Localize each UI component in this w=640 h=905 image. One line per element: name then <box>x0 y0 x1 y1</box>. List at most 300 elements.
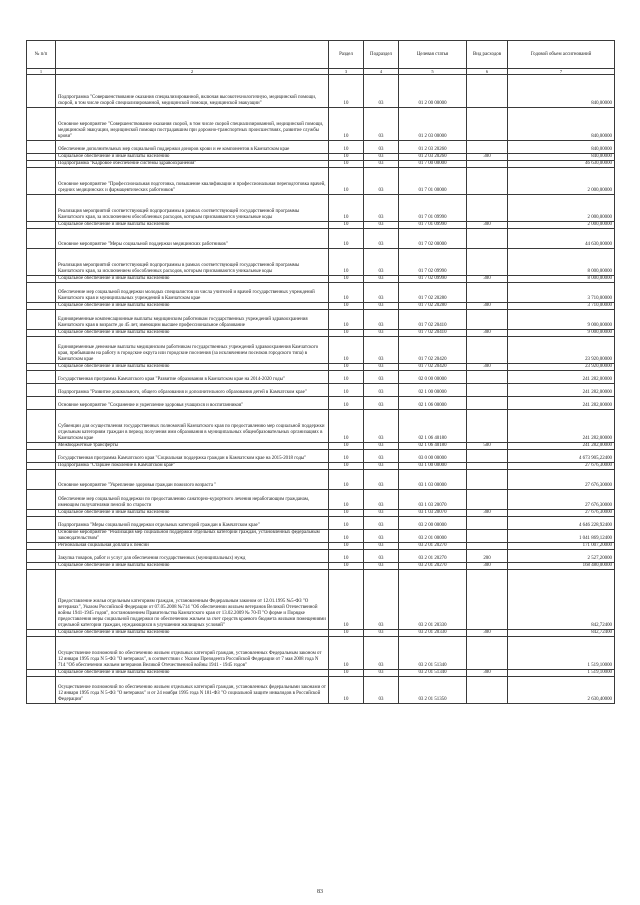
row-amount-cell: 840,00000 <box>508 75 615 108</box>
row-podrazdel-cell: 03 <box>364 630 399 637</box>
row-podrazdel-cell: 03 <box>364 276 399 283</box>
row-target-article-cell: 01 2 00 00000 <box>399 75 467 108</box>
row-target-article-cell: 03 2 01 51340 <box>399 670 467 677</box>
row-podrazdel-cell: 03 <box>364 530 399 543</box>
row-name-cell: Обеспечение дополнительных мер социальной поддержки доноров крови и ее компонентов в Камчатском крае <box>56 141 329 154</box>
table-row <box>27 283 615 303</box>
row-amount-cell: 9 000,00000 <box>508 310 615 330</box>
row-expense-type-cell <box>467 108 508 141</box>
row-number-cell <box>27 630 56 637</box>
row-razdel-cell: 10 <box>329 229 364 249</box>
row-name-cell: Подпрограмма "Меры социальной поддержки отдельных категорий граждан в Камчатском крае" <box>56 517 329 530</box>
row-target-article-cell: 01 7 02 00000 <box>399 229 467 249</box>
header-podrazdel: Подраздел <box>364 41 399 69</box>
row-podrazdel-cell: 03 <box>364 310 399 330</box>
row-target-article-cell: 01 7 02 20420 <box>399 337 467 364</box>
row-razdel-cell: 10 <box>329 303 364 310</box>
row-target-article-cell: 01 2 03 20260 <box>399 141 467 154</box>
row-expense-type-cell <box>467 371 508 384</box>
row-target-article-cell: 01 7 02 20420 <box>399 364 467 371</box>
row-podrazdel-cell: 03 <box>364 550 399 563</box>
row-expense-type-cell: 300 <box>467 630 508 637</box>
row-expense-type-cell <box>467 310 508 330</box>
row-razdel-cell: 10 <box>329 677 364 704</box>
row-podrazdel-cell: 03 <box>364 410 399 443</box>
row-amount-cell: 2 527,20000 <box>508 550 615 563</box>
row-razdel-cell: 10 <box>329 330 364 337</box>
row-expense-type-cell: 300 <box>467 330 508 337</box>
row-podrazdel-cell: 03 <box>364 364 399 371</box>
row-target-article-cell: 01 7 01 09990 <box>399 195 467 222</box>
table-row <box>27 276 615 283</box>
row-amount-cell: 171 007,20000 <box>508 543 615 550</box>
table-row <box>27 75 615 108</box>
row-number-cell <box>27 470 56 490</box>
row-number-cell <box>27 222 56 229</box>
header-annual-amount: Годовой объем ассигнований <box>508 41 615 69</box>
column-index: 6 <box>467 69 508 75</box>
row-name-cell: Реализация мероприятий соответствующей подпрограммы в рамках соответствующей государственной программы Камчатского края, за исключением обособленных расходов, которым присваиваются уникальные коды <box>56 195 329 222</box>
row-target-article-cell: 03 2 01 20330 <box>399 630 467 637</box>
row-podrazdel-cell: 03 <box>364 510 399 517</box>
row-amount-cell: 840,00000 <box>508 154 615 161</box>
row-podrazdel-cell: 03 <box>364 283 399 303</box>
table-row <box>27 310 615 330</box>
row-amount-cell: 27 676,30000 <box>508 470 615 490</box>
row-target-article-cell: 03 2 00 00000 <box>399 517 467 530</box>
row-amount-cell: 2 000,00000 <box>508 168 615 195</box>
row-razdel-cell: 10 <box>329 249 364 276</box>
header-razdel: Раздел <box>329 41 364 69</box>
row-target-article-cell: 03 0 00 00000 <box>399 450 467 463</box>
row-podrazdel-cell: 03 <box>364 450 399 463</box>
row-name-cell: Единовременные компенсационные выплаты медицинским работникам государственных учреждений здравоохранения Камчатского края в возрасте до 45 лет, имеющим высшее профессиональное образование <box>56 310 329 330</box>
row-razdel-cell: 10 <box>329 397 364 410</box>
column-index: 4 <box>364 69 399 75</box>
column-index: 2 <box>56 69 329 75</box>
table-row <box>27 563 615 570</box>
row-expense-type-cell: 300 <box>467 510 508 517</box>
row-amount-cell: 27 676,30000 <box>508 510 615 517</box>
row-name-cell: Социальное обеспечение и иные выплаты населению <box>56 563 329 570</box>
row-name-cell: Основное мероприятие "Профессиональная подготовка, повышение квалификации и профессиональная переподготовка врачей, средних медицинских и фармацевтических работников" <box>56 168 329 195</box>
row-number-cell <box>27 570 56 630</box>
table-row <box>27 630 615 637</box>
row-podrazdel-cell: 03 <box>364 563 399 570</box>
row-expense-type-cell <box>467 141 508 154</box>
row-amount-cell: 842,72400 <box>508 570 615 630</box>
table-row <box>27 222 615 229</box>
row-number-cell <box>27 303 56 310</box>
row-name-cell: Основное мероприятие "Реализация мер социальной поддержки отдельных категорий граждан, установленных федеральным законодательством" <box>56 530 329 543</box>
row-name-cell: Государственная программа Камчатского края "Социальная поддержка граждан в Камчатском крае на 2015-2018 годы" <box>56 450 329 463</box>
table-row <box>27 371 615 384</box>
row-podrazdel-cell: 03 <box>364 371 399 384</box>
row-amount-cell: 2 000,00000 <box>508 222 615 229</box>
row-razdel-cell: 10 <box>329 410 364 443</box>
row-amount-cell: 168 480,00000 <box>508 563 615 570</box>
row-amount-cell: 1 519,10000 <box>508 670 615 677</box>
row-expense-type-cell: 300 <box>467 303 508 310</box>
row-razdel-cell: 10 <box>329 384 364 397</box>
table-row <box>27 161 615 168</box>
row-razdel-cell: 10 <box>329 276 364 283</box>
row-name-cell: Основное мероприятие "Укрепление здоровья граждан пожилого возраста " <box>56 470 329 490</box>
row-razdel-cell: 10 <box>329 543 364 550</box>
row-number-cell <box>27 249 56 276</box>
row-name-cell: Обеспечение мер социальной поддержки по предоставлению санаторно-курортного лечения неработающим гражданам, имеющим получателями пенсий по старости <box>56 490 329 510</box>
row-number-cell <box>27 410 56 443</box>
table-row <box>27 337 615 364</box>
row-expense-type-cell: 300 <box>467 670 508 677</box>
row-expense-type-cell: 300 <box>467 276 508 283</box>
row-target-article-cell: 03 2 01 20270 <box>399 563 467 570</box>
row-podrazdel-cell: 03 <box>364 670 399 677</box>
row-razdel-cell: 10 <box>329 222 364 229</box>
column-index: 7 <box>508 69 615 75</box>
table-row <box>27 670 615 677</box>
row-amount-cell: 23 920,00000 <box>508 364 615 371</box>
row-number-cell <box>27 154 56 161</box>
row-number-cell <box>27 530 56 543</box>
row-expense-type-cell <box>467 397 508 410</box>
row-name-cell: Обеспечение мер социальной поддержки молодых специалистов из числа учителей и врачей государственных учреждений Камчатского края и муниципальных учреждений в Камчатском крае <box>56 283 329 303</box>
row-target-article-cell: 02 1 06 40180 <box>399 410 467 443</box>
row-name-cell: Межбюджетные трансферты <box>56 443 329 450</box>
table-body <box>27 75 615 704</box>
row-number-cell <box>27 384 56 397</box>
row-podrazdel-cell: 03 <box>364 303 399 310</box>
row-amount-cell: 9 000,00000 <box>508 330 615 337</box>
row-razdel-cell: 10 <box>329 630 364 637</box>
table-row <box>27 384 615 397</box>
row-razdel-cell: 10 <box>329 517 364 530</box>
row-razdel-cell: 10 <box>329 195 364 222</box>
row-expense-type-cell: 300 <box>467 364 508 371</box>
row-expense-type-cell: 300 <box>467 563 508 570</box>
row-number-cell <box>27 517 56 530</box>
row-target-article-cell: 03 2 01 00000 <box>399 530 467 543</box>
row-number-cell <box>27 510 56 517</box>
row-amount-cell: 241 282,00000 <box>508 443 615 450</box>
row-number-cell <box>27 195 56 222</box>
row-podrazdel-cell: 03 <box>364 384 399 397</box>
row-podrazdel-cell: 03 <box>364 330 399 337</box>
row-number-cell <box>27 337 56 364</box>
row-podrazdel-cell: 03 <box>364 470 399 490</box>
header-number: № п/п <box>27 41 56 69</box>
row-expense-type-cell <box>467 161 508 168</box>
row-amount-cell: 8 000,00000 <box>508 276 615 283</box>
row-podrazdel-cell: 03 <box>364 463 399 470</box>
table-row <box>27 195 615 222</box>
table-row <box>27 443 615 450</box>
row-amount-cell: 2 000,00000 <box>508 195 615 222</box>
row-razdel-cell: 10 <box>329 283 364 303</box>
row-target-article-cell: 01 7 00 00000 <box>399 161 467 168</box>
table-row <box>27 108 615 141</box>
row-amount-cell: 840,00000 <box>508 141 615 154</box>
row-razdel-cell: 10 <box>329 364 364 371</box>
table-row <box>27 470 615 490</box>
row-amount-cell: 46 630,00000 <box>508 161 615 168</box>
row-target-article-cell: 02 1 00 00000 <box>399 384 467 397</box>
row-amount-cell: 8 000,00000 <box>508 249 615 276</box>
row-podrazdel-cell: 03 <box>364 195 399 222</box>
table-row <box>27 229 615 249</box>
row-razdel-cell: 10 <box>329 161 364 168</box>
row-razdel-cell: 10 <box>329 570 364 630</box>
row-target-article-cell: 01 7 02 20410 <box>399 330 467 337</box>
table-row <box>27 330 615 337</box>
table-row <box>27 410 615 443</box>
row-name-cell: Основное мероприятие "Меры социальной поддержки медицинских работников" <box>56 229 329 249</box>
row-amount-cell: 2 630,40000 <box>508 677 615 704</box>
row-amount-cell: 1 519,10000 <box>508 637 615 670</box>
table-row <box>27 450 615 463</box>
row-number-cell <box>27 108 56 141</box>
row-razdel-cell: 10 <box>329 75 364 108</box>
row-expense-type-cell <box>467 490 508 510</box>
row-target-article-cell: 01 7 02 09990 <box>399 249 467 276</box>
row-name-cell: Региональная социальная доплата к пенсии <box>56 543 329 550</box>
row-number-cell <box>27 371 56 384</box>
row-razdel-cell: 10 <box>329 443 364 450</box>
row-target-article-cell: 01 2 03 00000 <box>399 108 467 141</box>
row-expense-type-cell: 500 <box>467 443 508 450</box>
row-target-article-cell: 01 7 02 09990 <box>399 276 467 283</box>
row-amount-cell: 241 282,00000 <box>508 397 615 410</box>
table-row <box>27 168 615 195</box>
row-target-article-cell: 01 7 02 20410 <box>399 310 467 330</box>
row-podrazdel-cell: 03 <box>364 543 399 550</box>
row-amount-cell: 3 710,00000 <box>508 303 615 310</box>
row-name-cell: Подпрограмма "Кадровое обеспечение системы здравоохранения" <box>56 161 329 168</box>
column-index: 3 <box>329 69 364 75</box>
row-name-cell: Подпрограмма "Развитие дошкольного, общего образования и дополнительного образования детей в Камчатском крае" <box>56 384 329 397</box>
row-expense-type-cell <box>467 470 508 490</box>
row-number-cell <box>27 276 56 283</box>
row-amount-cell: 4 646 228,92400 <box>508 517 615 530</box>
row-expense-type-cell <box>467 463 508 470</box>
row-number-cell <box>27 75 56 108</box>
row-expense-type-cell <box>467 410 508 443</box>
page-number: 83 <box>317 889 323 895</box>
row-amount-cell: 1 041 869,12400 <box>508 530 615 543</box>
row-name-cell: Социальное обеспечение и иные выплаты населению <box>56 630 329 637</box>
row-number-cell <box>27 364 56 371</box>
row-name-cell: Социальное обеспечение и иные выплаты населению <box>56 670 329 677</box>
row-amount-cell: 241 282,00000 <box>508 384 615 397</box>
table-row <box>27 141 615 154</box>
row-name-cell: Социальное обеспечение и иные выплаты населению <box>56 364 329 371</box>
row-podrazdel-cell: 03 <box>364 637 399 670</box>
row-podrazdel-cell: 03 <box>364 141 399 154</box>
table-header-row <box>27 41 615 69</box>
row-target-article-cell: 03 2 01 51350 <box>399 677 467 704</box>
row-target-article-cell: 03 1 03 20070 <box>399 510 467 517</box>
row-target-article-cell: 03 1 00 00000 <box>399 463 467 470</box>
row-podrazdel-cell: 03 <box>364 222 399 229</box>
row-podrazdel-cell: 03 <box>364 249 399 276</box>
row-name-cell: Субвенции для осуществления государственных полномочий Камчатского края по предоставлению мер социальной поддержки отдельным категориям граждан в период получения ими образования в муниципальных общеобразовательных организациях в Камчатском крае <box>56 410 329 443</box>
row-target-article-cell: 01 7 01 09990 <box>399 222 467 229</box>
table-row <box>27 249 615 276</box>
row-podrazdel-cell: 03 <box>364 397 399 410</box>
row-name-cell: Государственная программа Камчатского края "Развитие образования в Камчатском крае на 2014-2020 годы" <box>56 371 329 384</box>
row-podrazdel-cell: 03 <box>364 443 399 450</box>
row-podrazdel-cell: 03 <box>364 570 399 630</box>
row-name-cell: Социальное обеспечение и иные выплаты населению <box>56 330 329 337</box>
row-number-cell <box>27 677 56 704</box>
row-razdel-cell: 10 <box>329 463 364 470</box>
budget-table <box>26 40 615 704</box>
column-index: 1 <box>27 69 56 75</box>
row-name-cell: Социальное обеспечение и иные выплаты населению <box>56 303 329 310</box>
row-razdel-cell: 10 <box>329 108 364 141</box>
row-amount-cell: 840,00000 <box>508 108 615 141</box>
row-expense-type-cell <box>467 195 508 222</box>
table-row <box>27 397 615 410</box>
row-number-cell <box>27 637 56 670</box>
column-index: 5 <box>399 69 467 75</box>
row-name-cell: Закупка товаров, работ и услуг для обеспечения государственных (муниципальных) нужд <box>56 550 329 563</box>
table-row <box>27 510 615 517</box>
row-expense-type-cell: 300 <box>467 154 508 161</box>
table-row <box>27 543 615 550</box>
table-row <box>27 517 615 530</box>
row-name-cell: Социальное обеспечение и иные выплаты населению <box>56 510 329 517</box>
row-number-cell <box>27 450 56 463</box>
row-podrazdel-cell: 03 <box>364 75 399 108</box>
row-expense-type-cell <box>467 249 508 276</box>
row-razdel-cell: 10 <box>329 510 364 517</box>
row-razdel-cell: 10 <box>329 154 364 161</box>
header-name <box>56 41 329 69</box>
row-expense-type-cell <box>467 637 508 670</box>
row-amount-cell: 27 676,30000 <box>508 463 615 470</box>
row-number-cell <box>27 283 56 303</box>
row-amount-cell: 3 710,00000 <box>508 283 615 303</box>
row-razdel-cell: 10 <box>329 337 364 364</box>
row-name-cell: Единовременные денежные выплаты медицинским работникам государственных учреждений здравоохранения Камчатского края, прибывшим на работу в городские округа или городские поселения (за исключением поселков городского типа) в Камчатском крае <box>56 337 329 364</box>
row-expense-type-cell <box>467 517 508 530</box>
row-name-cell: Осуществление полномочий по обеспечению жильем отдельных категорий граждан, установленных федеральными законами от 12 января 1995 года N 5-ФЗ "О ветеранах" и от 24 ноября 1995 года N 181-ФЗ "О социальной защите инвалидов в Российской Федерации" <box>56 677 329 704</box>
row-target-article-cell: 01 7 02 20280 <box>399 303 467 310</box>
row-razdel-cell: 10 <box>329 530 364 543</box>
row-target-article-cell: 03 2 01 20270 <box>399 543 467 550</box>
row-number-cell <box>27 463 56 470</box>
row-number-cell <box>27 670 56 677</box>
row-amount-cell: 4 673 905,22400 <box>508 450 615 463</box>
row-expense-type-cell <box>467 530 508 543</box>
row-razdel-cell: 10 <box>329 470 364 490</box>
row-name-cell: Социальное обеспечение и иные выплаты населению <box>56 222 329 229</box>
row-podrazdel-cell: 03 <box>364 154 399 161</box>
row-razdel-cell: 10 <box>329 168 364 195</box>
row-number-cell <box>27 550 56 563</box>
row-razdel-cell: 10 <box>329 371 364 384</box>
row-razdel-cell: 10 <box>329 141 364 154</box>
row-name-cell: Основное мероприятие "Совершенствование оказания скорой, в том числе скорой специализированной, медицинской помощи, медицинской эвакуации, медицинской помощи пострадавшим при дорожно-транспортных происшествиях, развитие службы крови" <box>56 108 329 141</box>
row-target-article-cell: 03 1 03 20070 <box>399 490 467 510</box>
row-expense-type-cell <box>467 384 508 397</box>
row-amount-cell: 44 630,00000 <box>508 229 615 249</box>
row-target-article-cell: 02 0 00 00000 <box>399 371 467 384</box>
row-podrazdel-cell: 03 <box>364 108 399 141</box>
table-row <box>27 154 615 161</box>
row-number-cell <box>27 490 56 510</box>
row-amount-cell: 842,72400 <box>508 630 615 637</box>
row-number-cell <box>27 443 56 450</box>
table-row <box>27 364 615 371</box>
row-expense-type-cell <box>467 283 508 303</box>
row-podrazdel-cell: 03 <box>364 161 399 168</box>
header-expense-type: Вид расходов <box>467 41 508 69</box>
table-row <box>27 490 615 510</box>
row-razdel-cell: 10 <box>329 450 364 463</box>
row-target-article-cell: 02 1 06 40180 <box>399 443 467 450</box>
row-target-article-cell: 03 1 03 00000 <box>399 470 467 490</box>
row-expense-type-cell: 200 <box>467 550 508 563</box>
row-expense-type-cell <box>467 168 508 195</box>
row-name-cell: Социальное обеспечение и иные выплаты населению <box>56 276 329 283</box>
table-row <box>27 677 615 704</box>
row-amount-cell: 27 676,30000 <box>508 490 615 510</box>
row-amount-cell: 23 920,00000 <box>508 337 615 364</box>
row-razdel-cell: 10 <box>329 670 364 677</box>
row-name-cell: Предоставление жилья отдельным категориям граждан, установленным Федеральным законом от 12.01.1995 №5-ФЗ "О ветеранах", Указом Российской Федерации от 07.05.2008 №714 "Об обеспечении жильем ветеранов Великой Отечественной войны 1941-1945 годов", постановлением Правительства Камчатского края от 13.02.2009 № 70-П "О форме и Порядке предоставления меры социальной поддержки по обеспечению жильем за счет средств краевого бюджета жилыми помещениями отдельной категории граждан, нуждающихся в улучшении жилищных условий" <box>56 570 329 630</box>
row-target-article-cell: 02 1 06 00000 <box>399 397 467 410</box>
row-number-cell <box>27 397 56 410</box>
row-razdel-cell: 10 <box>329 490 364 510</box>
row-number-cell <box>27 168 56 195</box>
row-number-cell <box>27 330 56 337</box>
table-row <box>27 550 615 563</box>
row-razdel-cell: 10 <box>329 550 364 563</box>
row-target-article-cell: 01 2 03 20260 <box>399 154 467 161</box>
row-target-article-cell: 03 2 01 20330 <box>399 570 467 630</box>
row-expense-type-cell <box>467 450 508 463</box>
table-row <box>27 637 615 670</box>
row-razdel-cell: 10 <box>329 637 364 670</box>
row-name-cell: Основное мероприятие "Сохранение и укрепление здоровья учащихся и воспитанников" <box>56 397 329 410</box>
row-target-article-cell: 03 2 01 20270 <box>399 550 467 563</box>
row-expense-type-cell <box>467 543 508 550</box>
row-expense-type-cell <box>467 75 508 108</box>
row-target-article-cell: 03 2 01 51340 <box>399 637 467 670</box>
row-expense-type-cell <box>467 229 508 249</box>
row-expense-type-cell <box>467 570 508 630</box>
row-name-cell: Подпрограмма "Совершенствование оказания специализированной, включая высокотехнологичную, медицинской помощи, скорой, в том числе скорой специализированной, медицинской помощи, медицинской эвакуации" <box>56 75 329 108</box>
table-row <box>27 303 615 310</box>
row-number-cell <box>27 141 56 154</box>
row-razdel-cell: 10 <box>329 310 364 330</box>
row-name-cell: Социальное обеспечение и иные выплаты населению <box>56 154 329 161</box>
row-podrazdel-cell: 03 <box>364 168 399 195</box>
row-name-cell: Осуществление полномочий по обеспечению жильем отдельных категорий граждан, установленных Федеральным законом от 12 января 1995 года N 5-ФЗ "О ветеранах", в соответствии с Указом Президента Российской Федерации от 7 мая 2008 года N 714 "Об обеспечении жильем ветеранов Великой Отечественной войны 1941 - 1945 годов" <box>56 637 329 670</box>
row-number-cell <box>27 229 56 249</box>
header-target-article: Целевая статья <box>399 41 467 69</box>
row-target-article-cell: 01 7 02 20280 <box>399 283 467 303</box>
row-expense-type-cell: 300 <box>467 222 508 229</box>
row-expense-type-cell <box>467 337 508 364</box>
row-name-cell: Подпрограмма "Старшее поколение в Камчатском крае" <box>56 463 329 470</box>
row-number-cell <box>27 161 56 168</box>
row-expense-type-cell <box>467 677 508 704</box>
table-row <box>27 570 615 630</box>
row-podrazdel-cell: 03 <box>364 490 399 510</box>
